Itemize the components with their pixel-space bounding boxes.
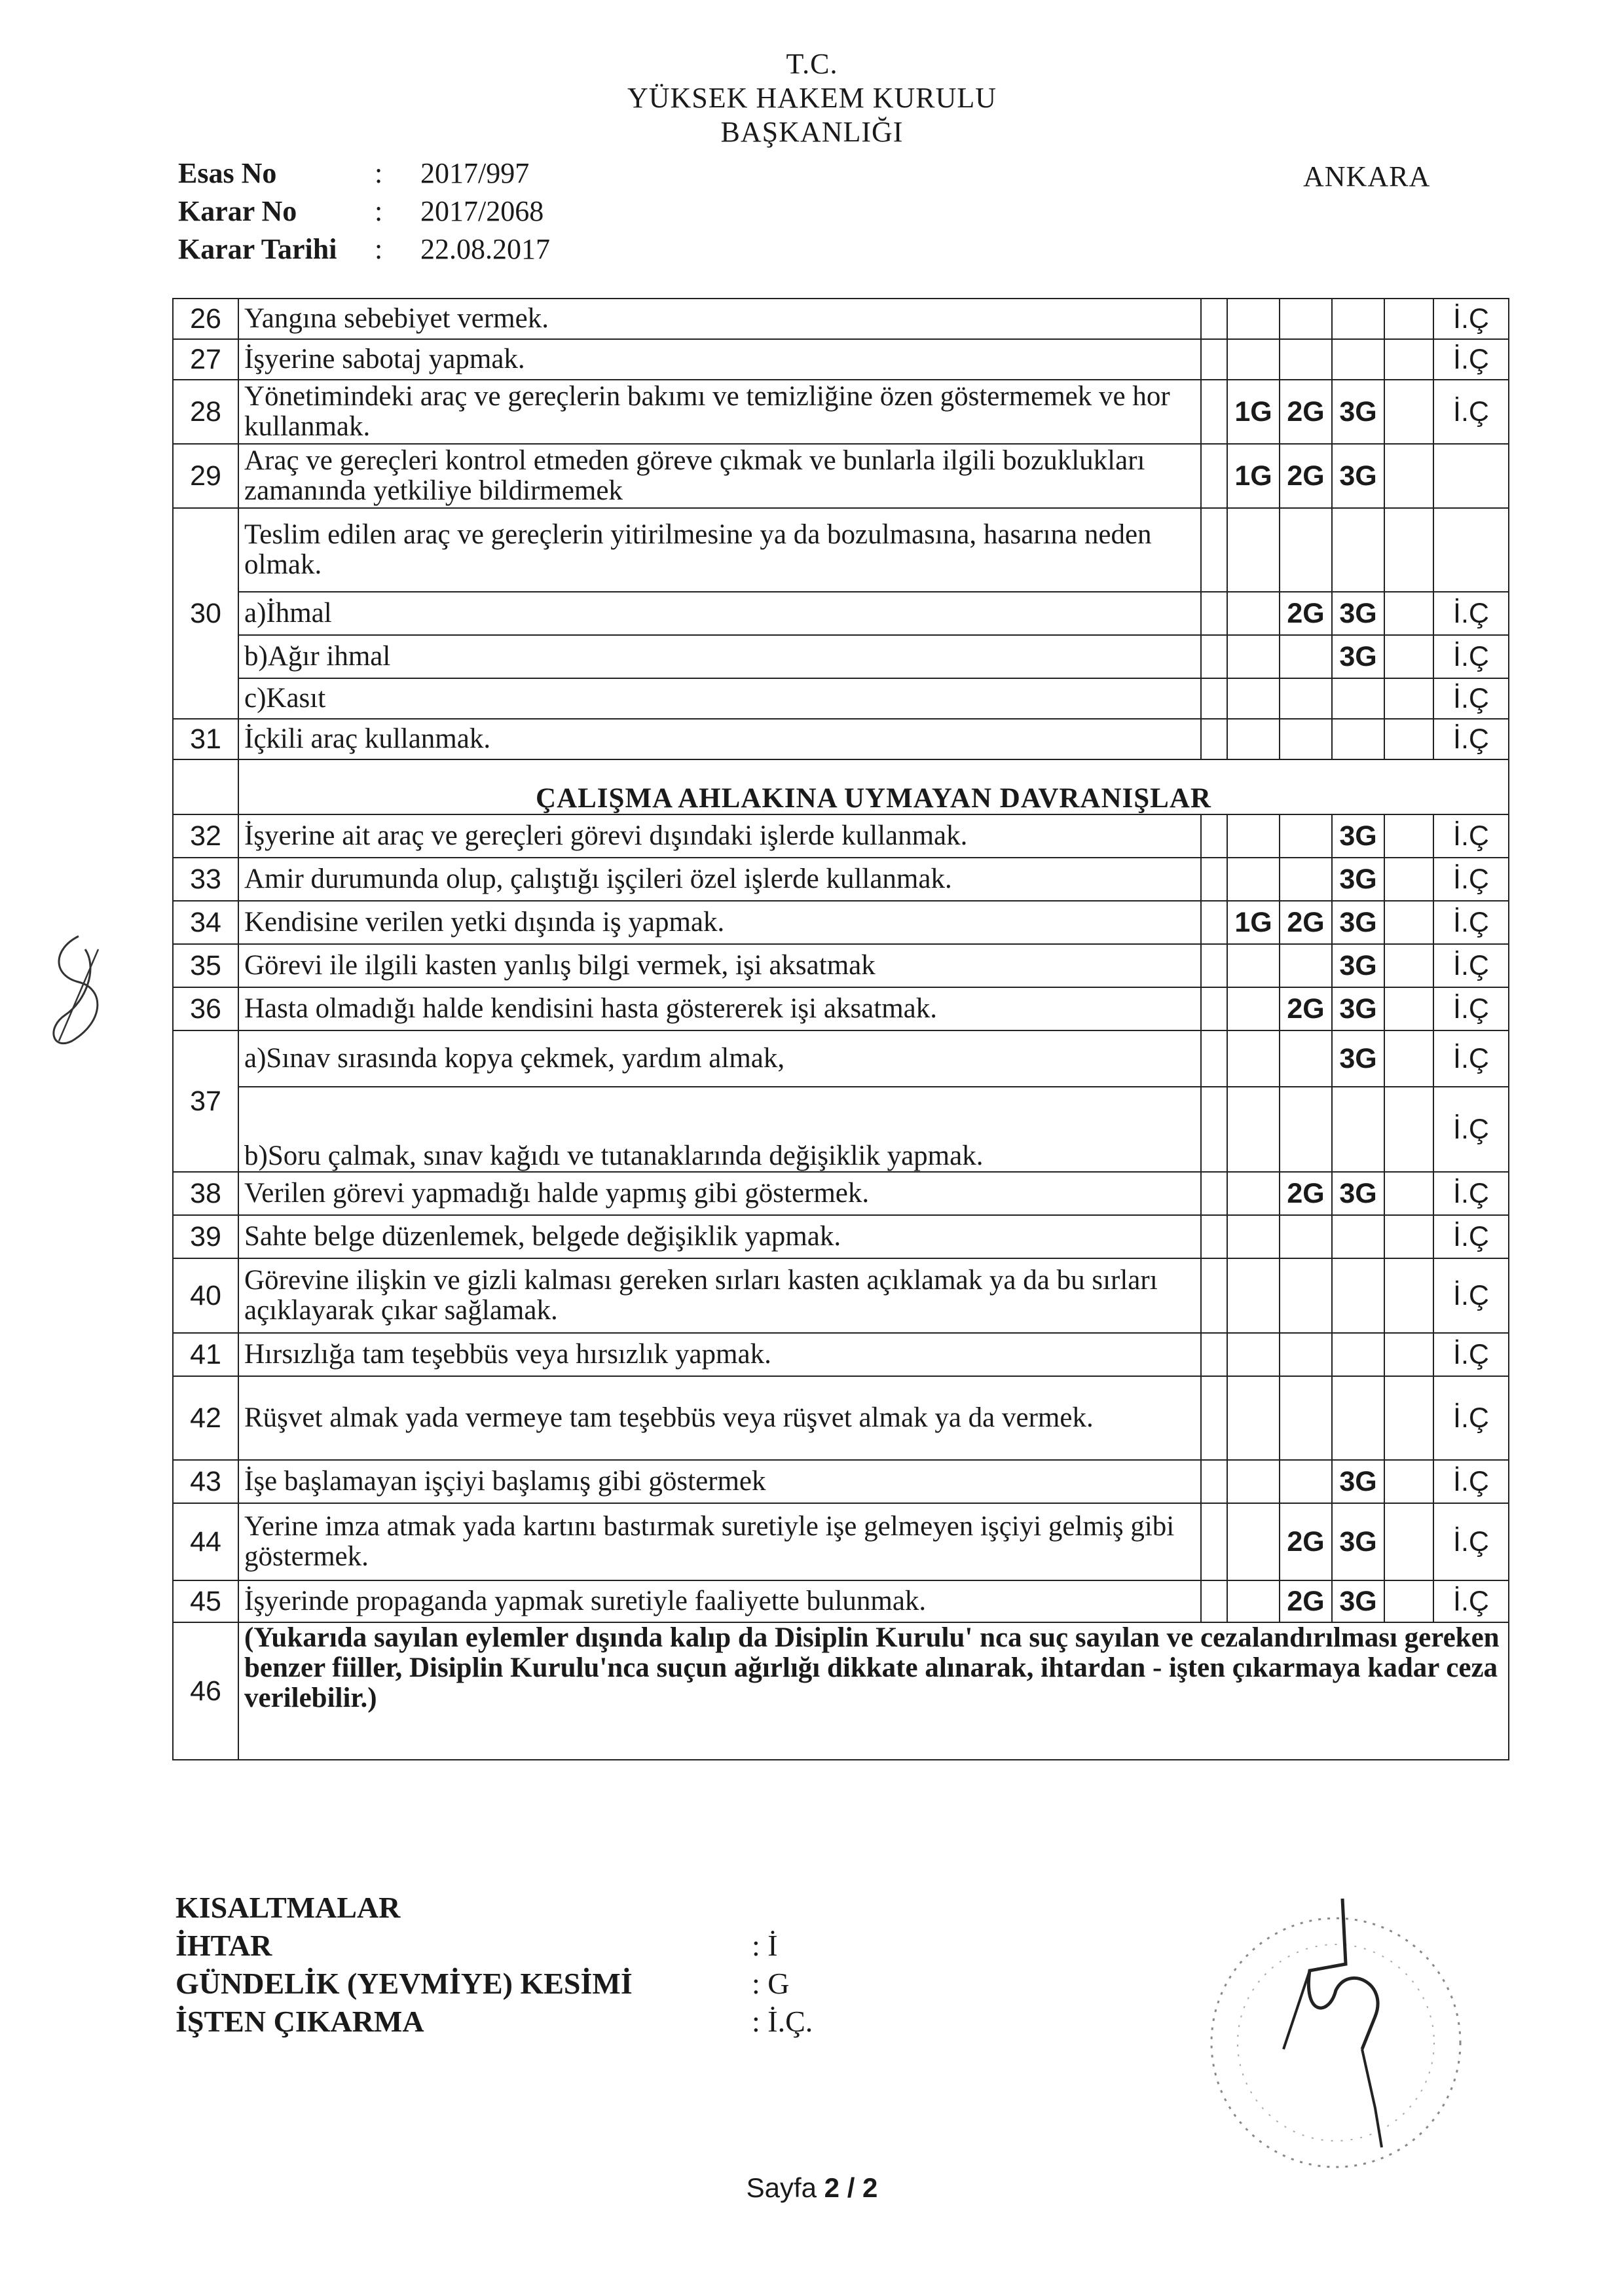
row-text: İşyerinde propaganda yapmak suretiyle faaliyette bulunmak. <box>238 1580 1201 1622</box>
abbreviation-label: GÜNDELİK (YEVMİYE) KESİMİ <box>175 1967 633 2000</box>
meta-row-karar <box>178 192 550 230</box>
row-number: 40 <box>173 1258 238 1333</box>
penalty-3g: 3G <box>1332 444 1384 508</box>
table-row <box>173 299 1509 339</box>
document-header <box>0 47 1624 149</box>
row-number: 28 <box>173 380 238 444</box>
penalty-dismissal: İ.Ç <box>1433 380 1509 444</box>
penalty-dismissal: İ.Ç <box>1433 814 1509 858</box>
penalty-3g: 3G <box>1332 592 1384 635</box>
table-row <box>173 944 1509 987</box>
meta-row-esas <box>178 155 550 192</box>
penalty-1g: 1G <box>1227 444 1280 508</box>
meta-colon: : <box>375 157 383 189</box>
penalty-2g: 2G <box>1280 1503 1332 1580</box>
general-clause: (Yukarıda sayılan eylemler dışında kalıp da Disiplin Kurulu' nca suç sayılan ve cezalandırılması gereken benzer fiiller, Disiplin Kurulu'nca suçun ağırlığı dikkate alınarak, ihtardan - işten çıkarmaya kadar ceza verilebilir.) <box>238 1622 1509 1760</box>
row-number: 43 <box>173 1460 238 1503</box>
handwritten-initial-mark <box>39 930 118 1064</box>
penalty-dismissal: İ.Ç <box>1433 1258 1509 1333</box>
meta-value: 2017/2068 <box>420 195 544 227</box>
row-text: İçkili araç kullanmak. <box>238 719 1201 759</box>
row-text: Teslim edilen araç ve gereçlerin yitirilmesine ya da bozulmasına, hasarına neden olmak. <box>238 508 1201 592</box>
row-number: 26 <box>173 299 238 339</box>
penalty-2g: 2G <box>1280 901 1332 944</box>
table-row <box>173 987 1509 1030</box>
abbreviation-label: İŞTEN ÇIKARMA <box>175 2005 424 2038</box>
table-row <box>173 635 1509 678</box>
row-text: İşyerine ait araç ve gereçleri görevi dışındaki işlerde kullanmak. <box>238 814 1201 858</box>
abbreviations <box>175 1889 813 2041</box>
row-number: 27 <box>173 339 238 380</box>
row-text: Yönetimindeki araç ve gereçlerin bakımı ve temizliğine özen göstermemek ve hor kullanmak. <box>238 380 1201 444</box>
row-subitem: a)Sınav sırasında kopya çekmek, yardım almak, <box>238 1030 1201 1087</box>
penalty-dismissal: İ.Ç <box>1433 1030 1509 1087</box>
penalty-3g: 3G <box>1332 635 1384 678</box>
penalty-3g: 3G <box>1332 901 1384 944</box>
city-label: ANKARA <box>1303 160 1431 192</box>
table-row <box>173 1172 1509 1215</box>
row-text: Amir durumunda olup, çalıştığı işçileri özel işlerde kullanmak. <box>238 858 1201 901</box>
penalty-dismissal: İ.Ç <box>1433 1580 1509 1622</box>
penalty-dismissal: İ.Ç <box>1433 592 1509 635</box>
penalty-1g: 1G <box>1227 901 1280 944</box>
penalty-dismissal: İ.Ç <box>1433 299 1509 339</box>
page-prefix: Sayfa <box>746 2172 824 2203</box>
page-current: 2 <box>824 2172 840 2203</box>
row-number: 41 <box>173 1333 238 1376</box>
abbreviation-item <box>175 1927 813 1965</box>
case-meta <box>178 155 550 268</box>
penalty-dismissal: İ.Ç <box>1433 1333 1509 1376</box>
table-row <box>173 858 1509 901</box>
row-number: 37 <box>173 1030 238 1172</box>
table-row <box>173 1503 1509 1580</box>
row-number: 38 <box>173 1172 238 1215</box>
penalty-3g: 3G <box>1332 814 1384 858</box>
penalty-3g: 3G <box>1332 380 1384 444</box>
abbreviations-title: KISALTMALAR <box>175 1891 401 1924</box>
table-row <box>173 1087 1509 1172</box>
penalty-3g: 3G <box>1332 987 1384 1030</box>
table-row <box>173 1460 1509 1503</box>
meta-colon: : <box>375 195 383 227</box>
abbreviation-value: : İ <box>752 1929 778 1962</box>
meta-label: Esas No <box>178 157 277 189</box>
penalty-dismissal: İ.Ç <box>1433 678 1509 719</box>
meta-label: Karar Tarihi <box>178 233 337 265</box>
penalty-dismissal: İ.Ç <box>1433 987 1509 1030</box>
section-row <box>173 759 1509 814</box>
table-row <box>173 444 1509 508</box>
row-number: 33 <box>173 858 238 901</box>
meta-value: 22.08.2017 <box>420 233 550 265</box>
penalty-dismissal: İ.Ç <box>1433 1172 1509 1215</box>
row-text: Araç ve gereçleri kontrol etmeden göreve çıkmak ve bunlarla ilgili bozuklukları zamanında yetkiliye bildirmemek <box>238 444 1201 508</box>
penalty-dismissal: İ.Ç <box>1433 944 1509 987</box>
row-text: Görevine ilişkin ve gizli kalması gereken sırları kasten açıklamak ya da bu sırları açıklayarak çıkar sağlamak. <box>238 1258 1201 1333</box>
abbreviation-value: : G <box>752 1967 790 2000</box>
row-text: Hırsızlığa tam teşebbüs veya hırsızlık yapmak. <box>238 1333 1201 1376</box>
row-text: Kendisine verilen yetki dışında iş yapmak. <box>238 901 1201 944</box>
table-row <box>173 901 1509 944</box>
table-row <box>173 719 1509 759</box>
row-subitem: a)İhmal <box>238 592 1201 635</box>
row-number: 29 <box>173 444 238 508</box>
penalty-3g: 3G <box>1332 1580 1384 1622</box>
discipline-table <box>172 298 1509 1760</box>
penalty-dismissal: İ.Ç <box>1433 901 1509 944</box>
table-row <box>173 508 1509 592</box>
row-text: Verilen görevi yapmadığı halde yapmış gibi göstermek. <box>238 1172 1201 1215</box>
table-row <box>173 678 1509 719</box>
row-text: Yangına sebebiyet vermek. <box>238 299 1201 339</box>
penalty-dismissal: İ.Ç <box>1433 635 1509 678</box>
penalty-dismissal: İ.Ç <box>1433 858 1509 901</box>
penalty-3g: 3G <box>1332 1030 1384 1087</box>
section-heading: ÇALIŞMA AHLAKINA UYMAYAN DAVRANIŞLAR <box>238 759 1509 814</box>
row-subitem: b)Ağır ihmal <box>238 635 1201 678</box>
penalty-2g: 2G <box>1280 1172 1332 1215</box>
abbreviation-item <box>175 1965 813 2003</box>
meta-label: Karar No <box>178 195 297 227</box>
header-line-office: BAŞKANLIĞI <box>720 116 904 148</box>
penalty-dismissal: İ.Ç <box>1433 339 1509 380</box>
penalty-3g: 3G <box>1332 858 1384 901</box>
row-number: 32 <box>173 814 238 858</box>
row-subitem: b)Soru çalmak, sınav kağıdı ve tutanaklarında değişiklik yapmak. <box>238 1087 1201 1172</box>
penalty-2g: 2G <box>1280 380 1332 444</box>
penalty-3g: 3G <box>1332 944 1384 987</box>
row-number: 34 <box>173 901 238 944</box>
penalty-2g: 2G <box>1280 444 1332 508</box>
page-separator: / <box>840 2172 863 2203</box>
table-row <box>173 814 1509 858</box>
abbreviation-item <box>175 2003 813 2041</box>
table-row <box>173 1580 1509 1622</box>
row-number: 31 <box>173 719 238 759</box>
row-number: 36 <box>173 987 238 1030</box>
row-number: 45 <box>173 1580 238 1622</box>
row-text: İşyerine sabotaj yapmak. <box>238 339 1201 380</box>
penalty-dismissal: İ.Ç <box>1433 1460 1509 1503</box>
penalty-1g: 1G <box>1227 380 1280 444</box>
signature-stamp-mark <box>1179 1886 1493 2190</box>
abbreviation-label: İHTAR <box>175 1929 272 1962</box>
row-number: 35 <box>173 944 238 987</box>
table-row <box>173 339 1509 380</box>
row-number: 30 <box>173 508 238 719</box>
row-text: Hasta olmadığı halde kendisini hasta göstererek işi aksatmak. <box>238 987 1201 1030</box>
abbreviation-value: : İ.Ç. <box>752 2005 813 2038</box>
row-text: Rüşvet almak yada vermeye tam teşebbüs veya rüşvet almak ya da vermek. <box>238 1376 1201 1460</box>
header-line-institution: YÜKSEK HAKEM KURULU <box>627 82 997 114</box>
table-row <box>173 1333 1509 1376</box>
penalty-dismissal: İ.Ç <box>1433 1087 1509 1172</box>
table-row <box>173 1030 1509 1087</box>
table-row <box>173 380 1509 444</box>
penalty-dismissal: İ.Ç <box>1433 1215 1509 1258</box>
row-number: 46 <box>173 1622 238 1760</box>
row-text: Yerine imza atmak yada kartını bastırmak suretiyle işe gelmeyen işçiyi gelmiş gibi göstermek. <box>238 1503 1201 1580</box>
penalty-2g: 2G <box>1280 592 1332 635</box>
row-text: İşe başlamayan işçiyi başlamış gibi göstermek <box>238 1460 1201 1503</box>
penalty-dismissal: İ.Ç <box>1433 1503 1509 1580</box>
penalty-2g: 2G <box>1280 987 1332 1030</box>
row-text: Görevi ile ilgili kasten yanlış bilgi vermek, işi aksatmak <box>238 944 1201 987</box>
header-line-tc: T.C. <box>786 48 838 80</box>
penalty-dismissal: İ.Ç <box>1433 719 1509 759</box>
row-text: Sahte belge düzenlemek, belgede değişiklik yapmak. <box>238 1215 1201 1258</box>
penalty-2g: 2G <box>1280 1580 1332 1622</box>
row-number: 44 <box>173 1503 238 1580</box>
penalty-3g: 3G <box>1332 1503 1384 1580</box>
table-row <box>173 1215 1509 1258</box>
table-row <box>173 1258 1509 1333</box>
row-number: 42 <box>173 1376 238 1460</box>
page-total: 2 <box>862 2172 878 2203</box>
table-row <box>173 592 1509 635</box>
meta-colon: : <box>375 233 383 265</box>
table-row <box>173 1376 1509 1460</box>
penalty-3g: 3G <box>1332 1172 1384 1215</box>
meta-value: 2017/997 <box>420 157 530 189</box>
table-row <box>173 1622 1509 1760</box>
row-number: 39 <box>173 1215 238 1258</box>
penalty-dismissal: İ.Ç <box>1433 1376 1509 1460</box>
penalty-3g: 3G <box>1332 1460 1384 1503</box>
row-subitem: c)Kasıt <box>238 678 1201 719</box>
meta-row-tarih <box>178 230 550 268</box>
